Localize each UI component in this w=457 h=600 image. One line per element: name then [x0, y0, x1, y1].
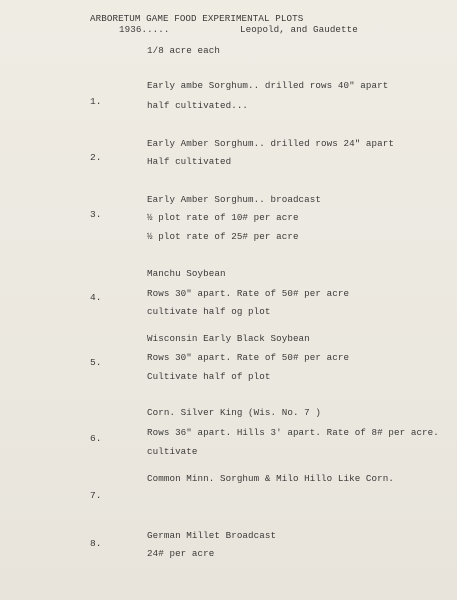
plot-line: Early Amber Sorghum.. broadcast	[147, 194, 322, 205]
plot-number: 5.	[90, 357, 102, 368]
plot-line: cultivate	[147, 446, 198, 457]
plot-size-note: 1/8 acre each	[147, 45, 220, 56]
plot-line: half cultivated...	[147, 100, 249, 111]
plot-number: 4.	[90, 292, 102, 303]
plot-line: Wisconsin Early Black Soybean	[147, 333, 310, 344]
plot-line: Rows 30" apart. Rate of 50# per acre	[147, 352, 350, 363]
plot-line: Manchu Soybean	[147, 268, 226, 279]
plot-line: Corn. Silver King (Wis. No. 7 )	[147, 407, 322, 418]
plot-number: 8.	[90, 538, 102, 549]
plot-line: Rows 30" apart. Rate of 50# per acre	[147, 288, 350, 299]
plot-line: Cultivate half of plot	[147, 371, 271, 382]
plot-line: German Millet Broadcast	[147, 530, 277, 541]
plot-line: Common Minn. Sorghum & Milo Hillo Like Corn.	[147, 473, 394, 484]
plot-number: 3.	[90, 209, 102, 220]
plot-line: Rows 36" apart. Hills 3' apart. Rate of 8# per acre.	[147, 427, 439, 438]
plot-line: Half cultivated	[147, 156, 232, 167]
document-year: 1936.....	[119, 24, 170, 35]
plot-line: Early ambe Sorghum.. drilled rows 40" apart	[147, 80, 389, 91]
plot-number: 2.	[90, 152, 102, 163]
plot-line: cultivate half og plot	[147, 306, 271, 317]
plot-line: ½ plot rate of 25# per acre	[147, 231, 299, 242]
plot-line: ½ plot rate of 10# per acre	[147, 212, 299, 223]
plot-line: 24# per acre	[147, 548, 215, 559]
plot-line: Early Amber Sorghum.. drilled rows 24" apart	[147, 138, 394, 149]
plot-number: 1.	[90, 96, 102, 107]
document-title: ARBORETUM GAME FOOD EXPERIMENTAL PLOTS	[90, 13, 304, 24]
plot-number: 6.	[90, 433, 102, 444]
document-authors: Leopold, and Gaudette	[240, 24, 358, 35]
plot-number: 7.	[90, 490, 102, 501]
